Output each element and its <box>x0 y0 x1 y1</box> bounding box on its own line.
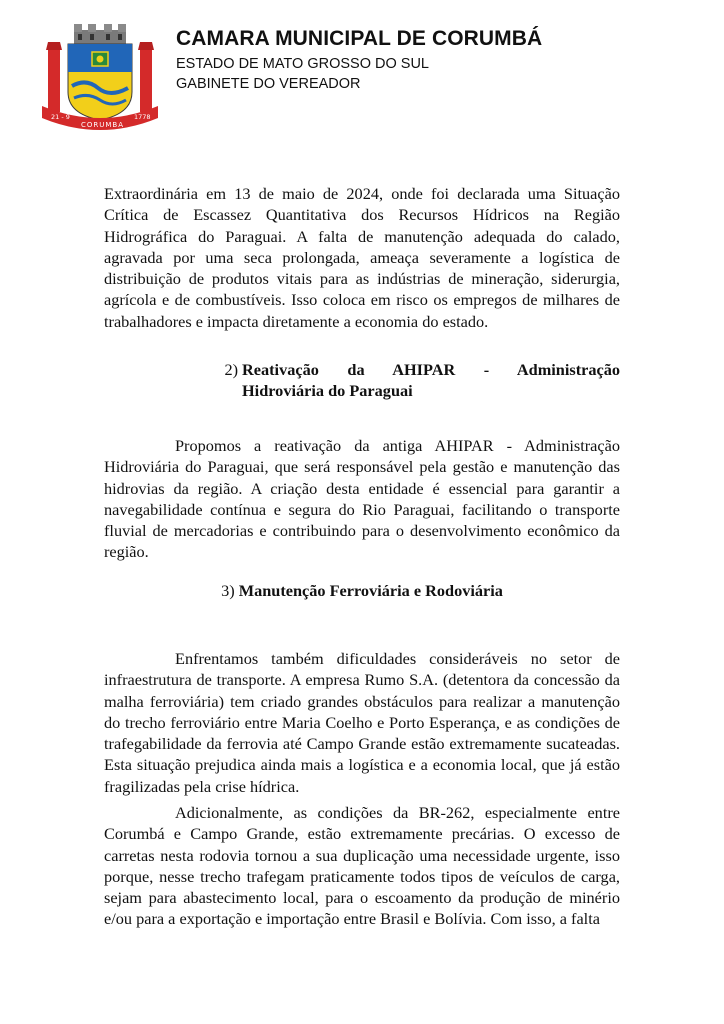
section-title: Manutenção Ferroviária e Rodoviária <box>238 581 503 600</box>
letterhead <box>38 22 638 132</box>
letterhead-text <box>176 24 542 94</box>
section-number: 3) <box>221 581 235 600</box>
section-title <box>242 359 620 402</box>
section-title-line-2: Hidroviária do Paraguai <box>242 381 413 401</box>
seal-city-text: CORUMBA <box>81 121 125 129</box>
section-title-line-1: Reativação da AHIPAR - Administração <box>242 360 620 379</box>
seal-year-text: 1778 <box>134 113 151 121</box>
office-subtitle: GABINETE DO VEREADOR <box>176 76 361 92</box>
paragraph-railway: Enfrentamos também dificuldades consideráveis no setor de infraestrutura de transporte. A empresa Rumo S.A. (detentora da concessão da malha ferroviária) tem criado grandes obstáculos para realizar a manutenção do trecho ferroviário entre Maria Coelho e Porto Esperança, e as condições de trafegabilidade da ferrovia até Campo Grande estão extremamente sucateadas. Esta situação prejudica ainda mais a logística e a economia local, que já estão fragilizadas pela crise hídrica. <box>104 649 620 796</box>
paragraph-water-crisis: Extraordinária em 13 de maio de 2024, onde foi declarada uma Situação Crítica de Escassez Quantitativa dos Recursos Hídricos na Região Hidrográfica do Paraguai. A falta de manutenção adequada do calado, agravada por uma seca prolongada, ameaça severamente a logística de distribuição de produtos vitais para as indústrias de mineração, siderurgia, agrícola e de combustíveis. Isso coloca em risco os empregos de milhares de trabalhadores e impacta diretamente a economia do estado. <box>104 184 620 331</box>
seal-date-text: 21 - 9 <box>51 113 70 121</box>
section-heading-rail-road <box>104 580 620 601</box>
section-heading-ahipar <box>104 359 620 402</box>
paragraph-highway: Adicionalmente, as condições da BR-262, especialmente entre Corumbá e Campo Grande, estão extremamente precárias. O excesso de carretas nesta rodovia tornou a sua duplicação uma necessidade urgente, isso porque, nesse trecho trafegam praticamente todos tipos de veículos de carga, sejam para abastecimento local, para o escoamento da produção de minério e/ou para a exportação e importação entre Brasil e Bolívia. Com isso, a falta <box>104 803 620 929</box>
paragraph-ahipar: Propomos a reativação da antiga AHIPAR - Administração Hidroviária do Paraguai, que será responsável pela gestão e manutenção das hidrovias da região. A criação desta entidade é essencial para garantir a navegabilidade contínua e segura do Rio Paraguai, facilitando o transporte fluvial de mercadorias e contribuindo para o desenvolvimento econômico da região. <box>104 436 620 562</box>
institution-title: CAMARA MUNICIPAL DE CORUMBÁ <box>176 27 543 50</box>
section-number: 2) <box>224 360 238 379</box>
municipal-coat-of-arms <box>38 22 162 132</box>
state-subtitle: ESTADO DE MATO GROSSO DO SUL <box>176 56 429 72</box>
